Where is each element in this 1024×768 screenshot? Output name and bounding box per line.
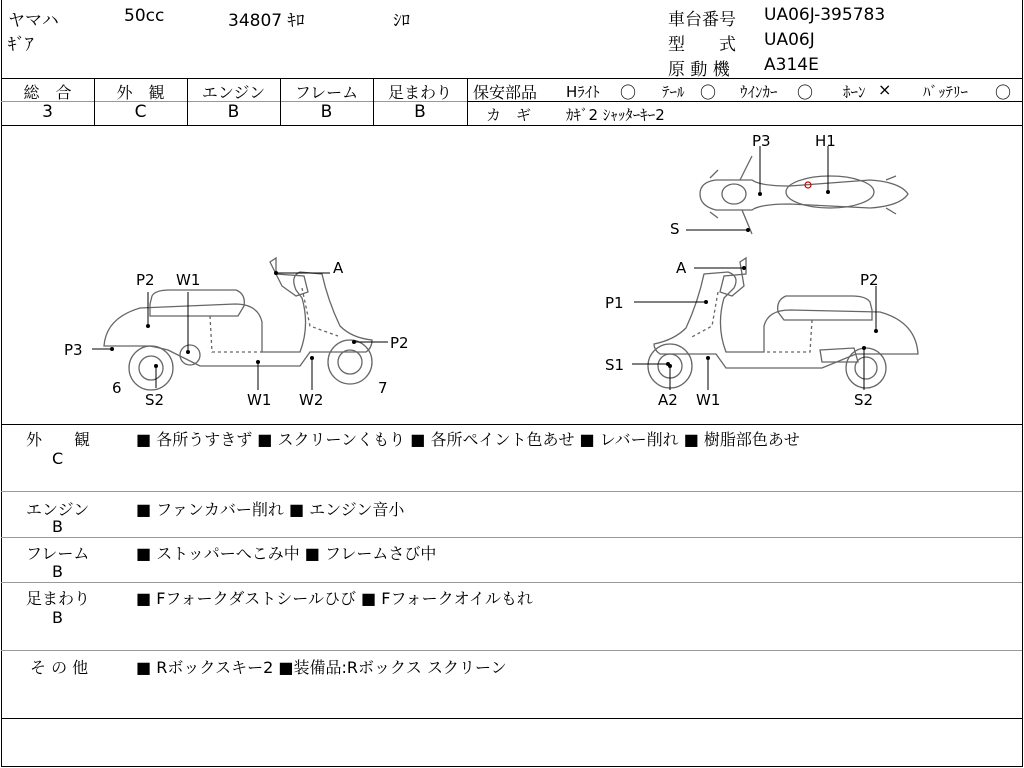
headlight-label: Hﾗｲﾄ bbox=[566, 83, 600, 101]
frame-no: UA06J-395783 bbox=[764, 5, 886, 25]
note-grade-frame: B bbox=[52, 562, 63, 581]
frame-no-label: 車台番号 bbox=[668, 10, 736, 30]
winker-label: ｳｲﾝｶｰ bbox=[740, 83, 778, 101]
battery-label: ﾊﾞｯﾃﾘｰ bbox=[923, 83, 969, 101]
winker-mark: 〇 bbox=[797, 83, 814, 102]
type-label: 型 式 bbox=[668, 35, 736, 55]
label-left-A: A bbox=[333, 259, 344, 277]
overall-grade: 3 bbox=[42, 102, 53, 122]
engine-grade-label: エンジン bbox=[201, 83, 266, 102]
notes-divider bbox=[1, 582, 1022, 583]
battery-mark: 〇 bbox=[995, 83, 1012, 102]
suspension-grade: B bbox=[414, 102, 426, 122]
label-right-P2: P2 bbox=[860, 271, 879, 289]
scooter-diagram bbox=[0, 126, 1024, 424]
engine-value: A314E bbox=[764, 55, 819, 75]
color: ｼﾛ bbox=[393, 11, 410, 31]
frame-grade-label: フレーム bbox=[294, 83, 359, 102]
note-grade-suspension: B bbox=[52, 608, 63, 627]
tail-label: ﾃｰﾙ bbox=[662, 83, 685, 101]
tail-mark: 〇 bbox=[700, 83, 717, 102]
notes-bottom-line bbox=[1, 718, 1022, 719]
label-top-S: S bbox=[670, 220, 680, 238]
label-right-A2: A2 bbox=[658, 391, 678, 409]
engine-grade: B bbox=[227, 102, 240, 122]
label-left-P2b: P2 bbox=[390, 334, 409, 352]
displacement: 50cc bbox=[124, 6, 165, 26]
label-right-A: A bbox=[676, 259, 687, 277]
label-right-P1: P1 bbox=[605, 294, 624, 312]
headlight-mark: 〇 bbox=[620, 83, 637, 102]
note-category-engine: エンジン bbox=[26, 500, 90, 519]
note-category-frame: フレーム bbox=[26, 544, 90, 563]
exterior-grade: C bbox=[134, 102, 147, 122]
label-top-P3: P3 bbox=[752, 132, 771, 150]
label-left-S2: S2 bbox=[145, 391, 165, 409]
top-view-drawing bbox=[700, 156, 908, 234]
notes-divider bbox=[1, 537, 1022, 538]
label-left-6: 6 bbox=[112, 379, 122, 397]
label-left-W1: W1 bbox=[176, 271, 201, 289]
note-category-other: そ の 他 bbox=[30, 658, 89, 677]
notes-divider bbox=[1, 650, 1022, 651]
mileage: 34807 ｷﾛ bbox=[228, 11, 305, 31]
label-left-7: 7 bbox=[378, 379, 388, 397]
model-name: ｷﾞｱ bbox=[8, 35, 34, 55]
overall-label: 総 合 bbox=[23, 83, 72, 102]
frame-grade: B bbox=[320, 102, 333, 122]
label-left-P2: P2 bbox=[136, 271, 155, 289]
note-text-exterior: ■ 各所うすきず ■ スクリーンくもり ■ 各所ペイント色あせ ■ レバー削れ ■ 樹脂部色あせ bbox=[136, 430, 800, 449]
exterior-label: 外 観 bbox=[116, 83, 165, 102]
label-right-W1: W1 bbox=[696, 391, 721, 409]
suspension-grade-label: 足まわり bbox=[387, 83, 452, 102]
note-text-engine: ■ ファンカバー削れ ■ エンジン音小 bbox=[136, 500, 405, 519]
label-left-W1b: W1 bbox=[247, 391, 272, 409]
note-text-suspension: ■ Fフォークダストシールひび ■ Fフォークオイルもれ bbox=[136, 589, 533, 608]
note-category-exterior: 外 観 bbox=[26, 430, 91, 449]
safety-label: 保安部品 bbox=[473, 83, 538, 102]
note-text-frame: ■ ストッパーへこみ中 ■ フレームさび中 bbox=[136, 544, 437, 563]
note-category-suspension: 足まわり bbox=[26, 589, 91, 608]
diagram-bottom-line bbox=[1, 424, 1022, 425]
label-top-H1: H1 bbox=[815, 132, 836, 150]
horn-label: ﾎｰﾝ bbox=[843, 83, 866, 101]
label-right-S2: S2 bbox=[854, 391, 874, 409]
key-label: カ ギ bbox=[486, 106, 532, 124]
col-divider bbox=[467, 78, 468, 125]
key-value: ｶｷﾞ2 ｼｬｯﾀｰｷｰ2 bbox=[566, 106, 665, 124]
engine-label: 原 動 機 bbox=[668, 60, 730, 80]
horn-mark: × bbox=[878, 80, 892, 99]
notes-divider bbox=[1, 491, 1022, 492]
label-right-S1: S1 bbox=[605, 356, 625, 374]
label-left-W2: W2 bbox=[299, 391, 324, 409]
maker: ヤマハ bbox=[8, 11, 59, 31]
label-left-P3: P3 bbox=[64, 341, 83, 359]
note-text-other: ■ Rボックスキー2 ■装備品:Rボックス スクリーン bbox=[136, 658, 507, 677]
note-grade-engine: B bbox=[52, 517, 63, 536]
type-value: UA06J bbox=[764, 30, 815, 50]
grade-table-top bbox=[1, 78, 1022, 79]
note-grade-exterior: C bbox=[52, 449, 64, 468]
